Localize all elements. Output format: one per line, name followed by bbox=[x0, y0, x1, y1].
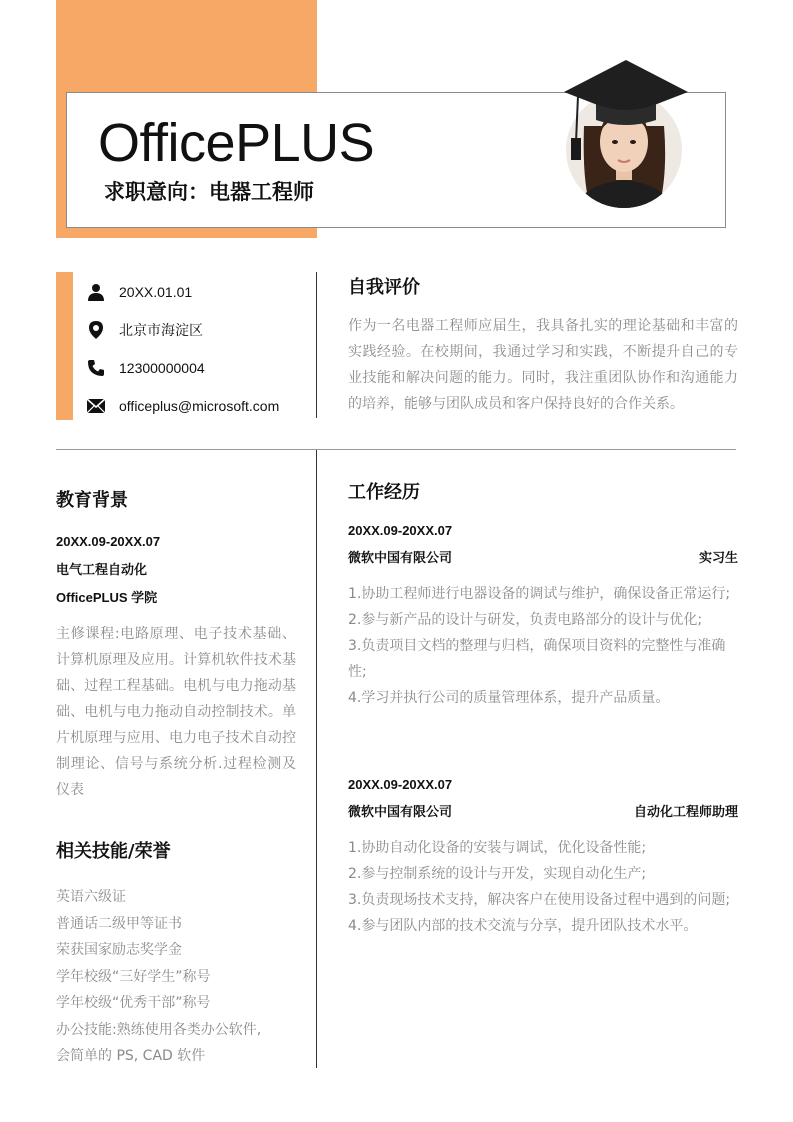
skill-item: 会简单的 PS, CAD 软件 bbox=[56, 1048, 206, 1064]
skill-item: 学年校级“优秀干部”称号 bbox=[56, 995, 211, 1011]
education-period: 20XX.09-20XX.07 bbox=[56, 534, 161, 549]
education-major: 电气工程自动化 bbox=[56, 562, 148, 577]
self-eval-text: 作为一名电器工程师应届生，我具备扎实的理论基础和丰富的实践经验。在校期间，我通过学习和实践，不断提升自己的专业技能和解决问题的能力。同时，我注重团队协作和沟通能力的培养，能够与团队成员和客户保持良好的合作关系。 bbox=[348, 318, 738, 412]
section-divider bbox=[56, 449, 736, 450]
contact-item-birthdate bbox=[86, 278, 306, 306]
job-2-company: 微软中国有限公司 bbox=[348, 805, 453, 820]
skill-item: 荣获国家励志奖学金 bbox=[56, 942, 182, 958]
contact-birthdate: 20XX.01.01 bbox=[119, 284, 193, 300]
contact-item-email bbox=[86, 392, 306, 420]
contact-address: 北京市海淀区 bbox=[119, 322, 203, 338]
job-objective: 求职意向：电器工程师 bbox=[104, 180, 314, 204]
candidate-name: OfficePLUS bbox=[98, 113, 375, 173]
work-title: 工作经历 bbox=[348, 482, 420, 503]
skill-item: 办公技能:熟练使用各类办公软件, bbox=[56, 1021, 262, 1038]
job-1-duties bbox=[348, 581, 738, 711]
duty-item: 1.协助自动化设备的安装与调试，优化设备性能; bbox=[348, 840, 647, 856]
job-2-duties bbox=[348, 835, 738, 939]
job-2-role: 自动化工程师助理 bbox=[633, 805, 738, 820]
duty-item: 3.负责现场技术支持，解决客户在使用设备过程中遇到的问题; bbox=[348, 892, 731, 908]
skills-title: 相关技能/荣誉 bbox=[56, 841, 171, 862]
job-1-company: 微软中国有限公司 bbox=[348, 551, 453, 566]
profile-photo bbox=[562, 56, 692, 212]
duty-item: 3.负责项目文档的整理与归档，确保项目资料的完整性与准确性; bbox=[348, 638, 726, 680]
contact-item-phone bbox=[86, 354, 306, 382]
education-school: OfficePLUS 学院 bbox=[56, 590, 158, 605]
envelope-icon bbox=[86, 396, 106, 416]
job-1-role: 实习生 bbox=[698, 551, 738, 566]
duty-item: 4.参与团队内部的技术交流与分享，提升团队技术水平。 bbox=[348, 918, 698, 934]
contact-email: officeplus@microsoft.com bbox=[119, 398, 280, 414]
phone-icon bbox=[86, 358, 106, 378]
job-1-header bbox=[348, 549, 738, 569]
self-eval-title: 自我评价 bbox=[348, 277, 420, 298]
job-1-period: 20XX.09-20XX.07 bbox=[348, 523, 453, 538]
duty-item: 2.参与新产品的设计与研发，负责电路部分的设计与优化; bbox=[348, 612, 703, 628]
skills-list bbox=[56, 884, 296, 1070]
location-pin-icon bbox=[86, 320, 106, 340]
contact-accent-bar bbox=[56, 272, 73, 420]
education-title: 教育背景 bbox=[56, 490, 128, 511]
duty-item: 2.参与控制系统的设计与开发，实现自动化生产; bbox=[348, 866, 647, 882]
job-2-period: 20XX.09-20XX.07 bbox=[348, 777, 453, 792]
skill-item: 英语六级证 bbox=[56, 889, 126, 905]
duty-item: 4.学习并执行公司的质量管理体系，提升产品质量。 bbox=[348, 690, 670, 706]
skill-item: 普通话二级甲等证书 bbox=[56, 915, 182, 932]
person-icon bbox=[86, 282, 106, 302]
job-2-header bbox=[348, 803, 738, 823]
skill-item: 学年校级“三好学生”称号 bbox=[56, 968, 211, 985]
contact-phone: 12300000004 bbox=[119, 360, 205, 376]
contact-item-address bbox=[86, 316, 306, 344]
duty-item: 1.协助工程师进行电器设备的调试与维护，确保设备正常运行; bbox=[348, 586, 731, 602]
column-divider-bottom bbox=[316, 450, 317, 1068]
education-courses: 主修课程:电路原理、电子技术基础、计算机原理及应用。计算机软件技术基础、过程工程基础。电机与电力拖动基础、电机与电力拖动自动控制技术。单片机原理与应用、电力电子技术自动控制理论、信号与系统分析.过程检测及仪表 bbox=[56, 626, 296, 798]
column-divider-top bbox=[316, 272, 317, 418]
